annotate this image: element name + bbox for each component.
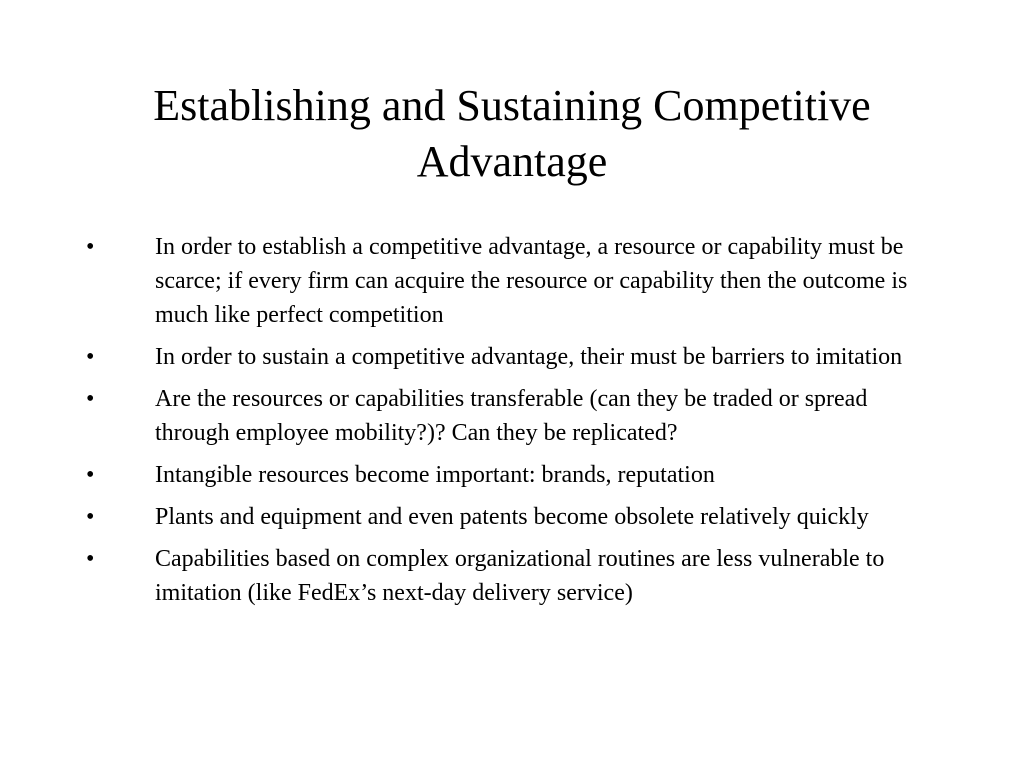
slide-title: Establishing and Sustaining Competitive Advantage <box>153 81 871 186</box>
bullet-item <box>0 542 1024 610</box>
bullet-text: Intangible resources become important: brands, reputation <box>155 462 715 488</box>
bullet-item <box>0 340 1024 374</box>
bullet-text: In order to sustain a competitive advantage, their must be barriers to imitation <box>155 344 903 370</box>
bullet-item <box>0 500 1024 534</box>
bullet-icon: • <box>86 546 95 572</box>
bullet-icon: • <box>86 386 95 412</box>
bullet-icon: • <box>86 462 95 488</box>
bullet-text: Are the resources or capabilities transferable (can they be traded or spread through employee mobility?)? Can they be replicated? <box>155 386 868 446</box>
bullet-icon: • <box>86 234 95 260</box>
bullet-text: Capabilities based on complex organizational routines are less vulnerable to imitation (like FedEx’s next-day delivery service) <box>155 546 885 606</box>
bullet-item <box>0 230 1024 332</box>
bullet-item <box>0 458 1024 492</box>
bullet-icon: • <box>86 344 95 370</box>
bullet-icon: • <box>86 504 95 530</box>
bullet-item <box>0 382 1024 450</box>
bullet-text: In order to establish a competitive advantage, a resource or capability must be scarce; if every firm can acquire the resource or capability then the outcome is much like perfect competition <box>155 234 908 328</box>
bullet-text: Plants and equipment and even patents become obsolete relatively quickly <box>155 504 869 530</box>
bullet-list <box>0 230 1024 618</box>
